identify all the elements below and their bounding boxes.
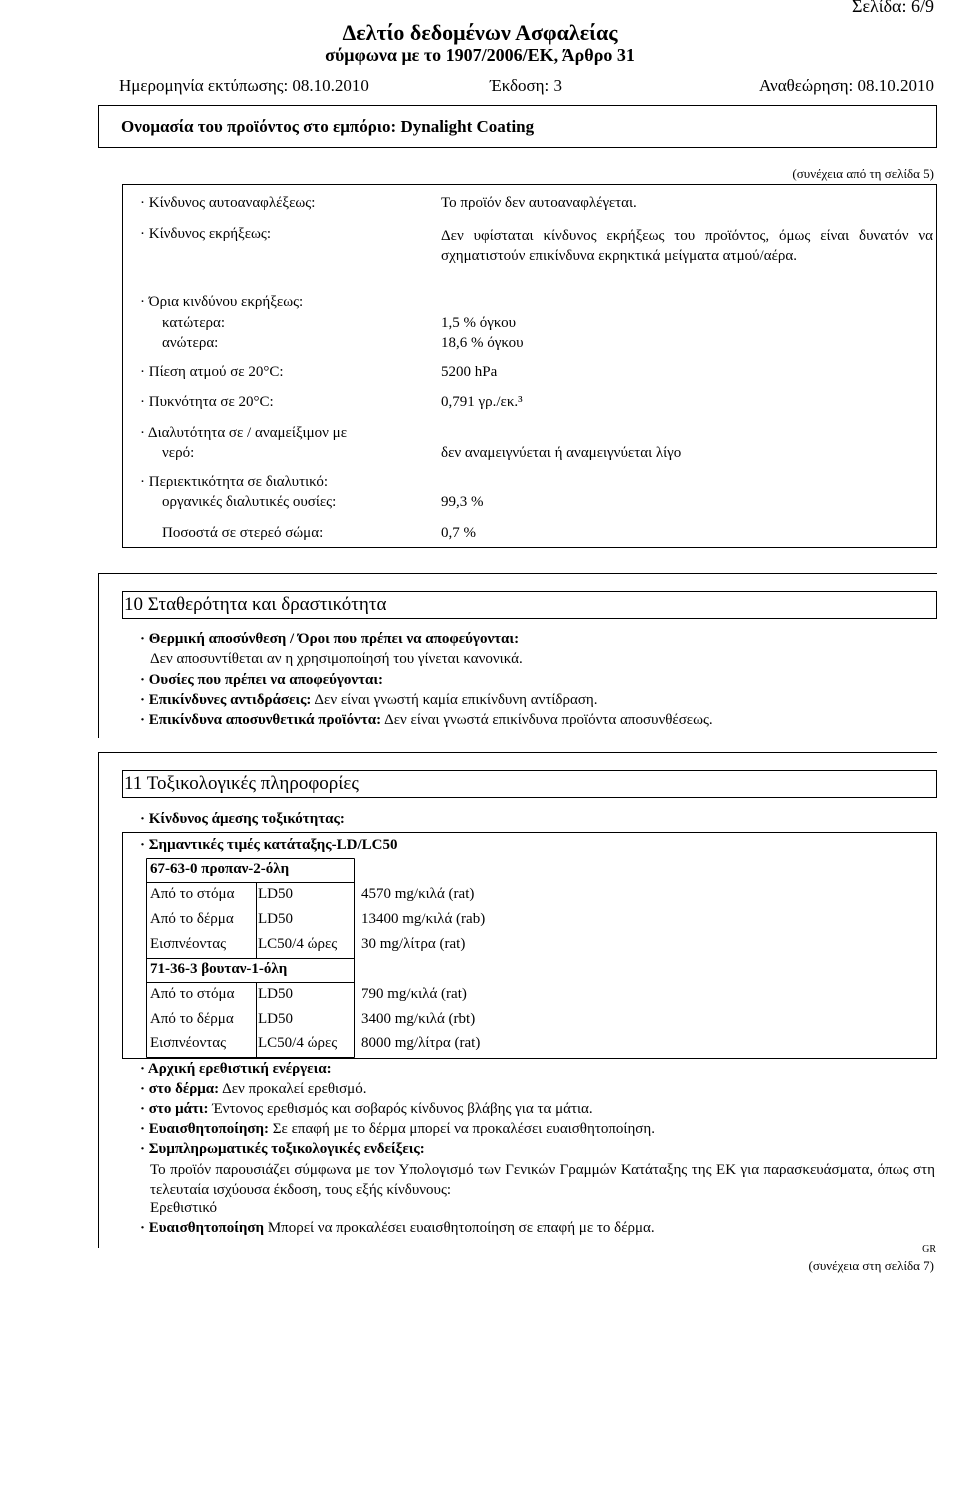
revision-date: Αναθεώρηση: 08.10.2010	[759, 76, 934, 95]
solids-value: 0,7 %	[441, 525, 476, 541]
solids-label: Ποσοστά σε στερεό σώμα:	[162, 525, 324, 541]
tox-value: 3400 mg/κιλά (rbt)	[361, 1011, 476, 1027]
skin-label: · στο δέρμα:	[140, 1081, 220, 1097]
tox-type: LC50/4 ώρες	[258, 1035, 338, 1051]
acute-toxicity-label: · Κίνδυνος άμεσης τοξικότητας:	[140, 811, 345, 827]
substances-to-avoid-label: · Ουσίες που πρέπει να αποφεύγονται:	[140, 672, 384, 688]
route: Από το στόμα	[150, 986, 235, 1002]
substance-name: 71-36-3 βουταν-1-όλη	[150, 961, 288, 977]
tox-type: LD50	[258, 911, 293, 927]
explosion-limits-label: · Όρια κινδύνου εκρήξεως:	[140, 294, 304, 310]
route: Από το δέρμα	[150, 911, 234, 927]
tox-type: LD50	[258, 986, 293, 1002]
additional-info-value: Το προϊόν παρουσιάζει σύμφωνα με τον Υπολογισμό των Γενικών Γραμμών Κατάταξης της ΕΚ για παρασκευάσματα, όπως στη τελευταία ισχύουσα έκδοση, τους εξής κίνδυνους:	[150, 1162, 935, 1198]
tox-value: 790 mg/κιλά (rat)	[361, 986, 467, 1002]
tox-value: 4570 mg/κιλά (rat)	[361, 886, 475, 902]
explosion-value: Δεν υφίσταται κίνδυνος εκρήξεως του προϊόντος, όμως είναι δυνατόν να σχηματιστούν επικίνδυνα εκρηκτικά μείγματα ατμού/αέρα.	[441, 228, 933, 264]
ld-lc50-label: · Σημαντικές τιμές κατάταξης-LD/LC50	[140, 837, 398, 853]
product-name: Ονομασία του προϊόντος στο εμπόριο: Dynalight Coating	[121, 117, 535, 136]
route: Από το δέρμα	[150, 1011, 234, 1027]
autoignition-value: Το προϊόν δεν αυτοαναφλέγεται.	[441, 195, 637, 211]
section-11-title: 11 Τοξικολογικές πληροφορίες	[124, 773, 359, 794]
decomposition-products-value: Δεν είναι γνωστά επικίνδυνα προϊόντα αποσυνθέσεως.	[384, 712, 713, 728]
thermal-decomposition-label: · Θερμική αποσύνθεση / Όροι που πρέπει να αποφεύγονται:	[140, 631, 520, 647]
route: Εισπνέοντας	[150, 936, 227, 952]
document-subtitle: σύμφωνα με το 1907/2006/ΕΚ, Άρθρο 31	[325, 45, 635, 65]
lower-limit-label: κατώτερα:	[162, 315, 226, 331]
tox-type: LD50	[258, 886, 293, 902]
country-code: GR	[922, 1244, 936, 1255]
document-title: Δελτίο δεδομένων Ασφαλείας	[342, 20, 618, 45]
organic-solvents-value: 99,3 %	[441, 494, 484, 510]
organic-solvents-label: οργανικές διαλυτικές ουσίες:	[162, 494, 337, 510]
tox-value: 13400 mg/κιλά (rab)	[361, 911, 486, 927]
upper-limit-label: ανώτερα:	[162, 335, 219, 351]
tox-type: LD50	[258, 1011, 293, 1027]
irritant-classification: Ερεθιστικό	[150, 1200, 218, 1216]
additional-info-label: · Συμπληρωματικές τοξικολογικές ενδείξεις:	[140, 1141, 425, 1157]
substance-name: 67-63-0 προπαν-2-όλη	[150, 861, 290, 877]
skin-row	[140, 1081, 366, 1098]
dangerous-reactions-value: Δεν είναι γνωστή καμία επικίνδυνη αντίδραση.	[314, 692, 598, 708]
route: Εισπνέοντας	[150, 1035, 227, 1051]
sensitization-2-label: · Ευαισθητοποίηση	[140, 1220, 265, 1236]
sensitization-label: · Ευαισθητοποίηση:	[140, 1121, 270, 1137]
eye-value: Έντονος ερεθισμός και σοβαρός κίνδυνος βλάβης για τα μάτια.	[212, 1101, 593, 1117]
tox-value: 30 mg/λίτρα (rat)	[361, 936, 466, 952]
continued-on: (συνέχεια στη σελίδα 7)	[808, 1258, 934, 1273]
tox-value: 8000 mg/λίτρα (rat)	[361, 1035, 481, 1051]
density-label: · Πυκνότητα σε 20°C:	[140, 394, 274, 410]
thermal-decomposition-value: Δεν αποσυντίθεται αν η χρησιμοποίησή του γίνεται κανονικά.	[150, 651, 523, 667]
section-10-title: 10 Σταθερότητα και δραστικότητα	[124, 594, 387, 615]
initial-irritation-label: · Αρχική ερεθιστική ενέργεια:	[140, 1061, 332, 1077]
explosion-label: · Κίνδυνος εκρήξεως:	[140, 226, 272, 242]
solubility-label-line2: νερό:	[162, 445, 195, 461]
solvent-content-label: · Περιεκτικότητα σε διαλυτικό:	[140, 474, 329, 490]
solubility-value: δεν αναμειγνύεται ή αναμειγνύεται λίγο	[441, 445, 682, 461]
page-number: Σελίδα: 6/9	[851, 0, 934, 16]
upper-limit-value: 18,6 % όγκου	[441, 335, 524, 351]
vapour-pressure-value: 5200 hPa	[441, 364, 498, 380]
sensitization-2-row	[140, 1220, 655, 1237]
dangerous-reactions-label: · Επικίνδυνες αντιδράσεις:	[140, 692, 312, 708]
sensitization-value: Σε επαφή με το δέρμα μπορεί να προκαλέσει ευαισθητοποίηση.	[272, 1121, 655, 1137]
sensitization-2-value: Μπορεί να προκαλέσει ευαισθητοποίηση σε επαφή με το δέρμα.	[267, 1220, 655, 1236]
lower-limit-value: 1,5 % όγκου	[441, 315, 517, 331]
vapour-pressure-label: · Πίεση ατμού σε 20°C:	[140, 364, 284, 380]
sensitization-row	[140, 1121, 655, 1138]
route: Από το στόμα	[150, 886, 235, 902]
version: Έκδοση: 3	[490, 76, 563, 95]
tox-type: LC50/4 ώρες	[258, 936, 338, 952]
print-date: Ημερομηνία εκτύπωσης: 08.10.2010	[119, 76, 369, 95]
continued-from: (συνέχεια από τη σελίδα 5)	[792, 166, 934, 181]
eye-row	[140, 1101, 593, 1118]
skin-value: Δεν προκαλεί ερεθισμό.	[222, 1081, 367, 1097]
density-value: 0,791 γρ./εκ.³	[441, 394, 523, 410]
decomposition-products-label: · Επικίνδυνα αποσυνθετικά προϊόντα:	[140, 712, 382, 728]
autoignition-label: · Κίνδυνος αυτοαναφλέξεως:	[140, 195, 316, 211]
solubility-label: · Διαλυτότητα σε / αναμείξιμον με	[140, 425, 347, 441]
eye-label: · στο μάτι:	[140, 1101, 209, 1117]
